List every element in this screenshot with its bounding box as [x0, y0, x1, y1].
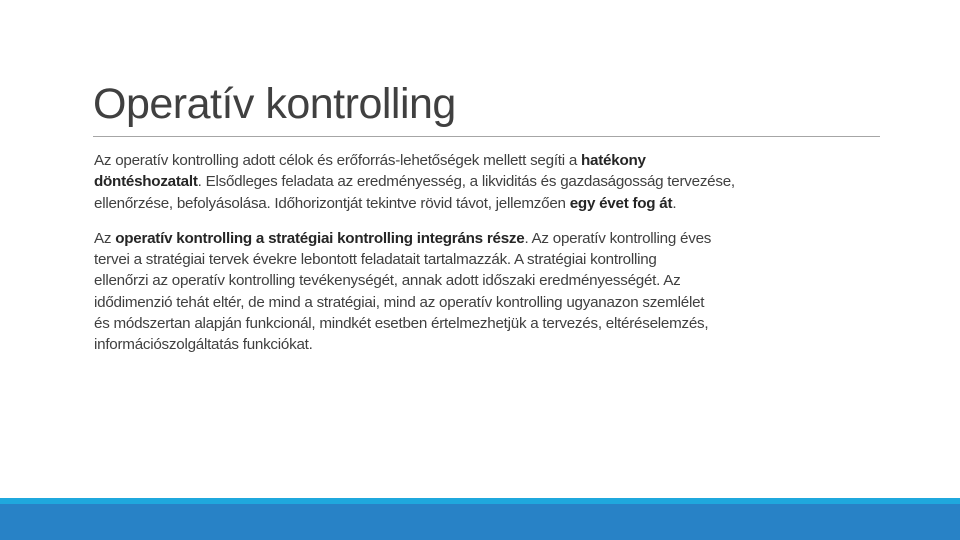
title-divider: [93, 136, 880, 137]
text-line: [94, 270, 894, 291]
text-line: [94, 292, 894, 313]
bold-text: hatékony: [581, 152, 646, 169]
text-segment: . Elsődleges feladata az eredményesség, a likviditás és gazdaságosság tervezése,: [197, 173, 735, 191]
text-segment: információszolgáltatás funkciókat.: [94, 336, 313, 354]
text-segment: ellenőrzi az operatív kontrolling tevékenységét, annak adott időszaki eredményességét. Az: [94, 272, 681, 290]
text-segment: Az operatív kontrolling adott célok és erőforrás-lehetőségek mellett segíti a: [94, 152, 582, 169]
text-segment: Az: [94, 229, 116, 247]
text-line: [94, 150, 894, 171]
text-line: [94, 249, 894, 270]
text-segment: . Az operatív kontrolling éves: [524, 229, 712, 247]
footer-bar: [0, 504, 960, 540]
text-segment: ellenőrzése, befolyásolása. Időhorizontját tekintve rövid távot, jellemzően: [94, 194, 570, 212]
paragraph-1: [94, 150, 894, 214]
text-line: [94, 313, 894, 334]
text-segment: .: [672, 194, 677, 212]
text-segment: és módszertan alapján funkcionál, mindkét esetben értelmezhetjük a tervezés, eltéréselemzés,: [94, 315, 709, 333]
paragraph-2: [94, 228, 894, 356]
text-segment: tervei a stratégiai tervek évekre lebontott feladatait tartalmazzák. A stratégiai kontrolling: [94, 251, 657, 269]
bold-text: egy évet fog át: [569, 194, 673, 212]
bold-text: operatív kontrolling a stratégiai kontrolling integráns része: [115, 229, 525, 247]
bold-text: döntéshozatalt: [94, 173, 198, 191]
slide-body: [94, 150, 894, 370]
text-line: [94, 228, 894, 249]
text-line: [94, 171, 894, 192]
text-segment: idődimenzió tehát eltér, de mind a stratégiai, mind az operatív kontrolling ugyanazon szemlélet: [94, 293, 705, 311]
text-line: [94, 334, 894, 355]
text-line: [94, 193, 894, 214]
slide-title: Operatív kontrolling: [93, 80, 456, 128]
